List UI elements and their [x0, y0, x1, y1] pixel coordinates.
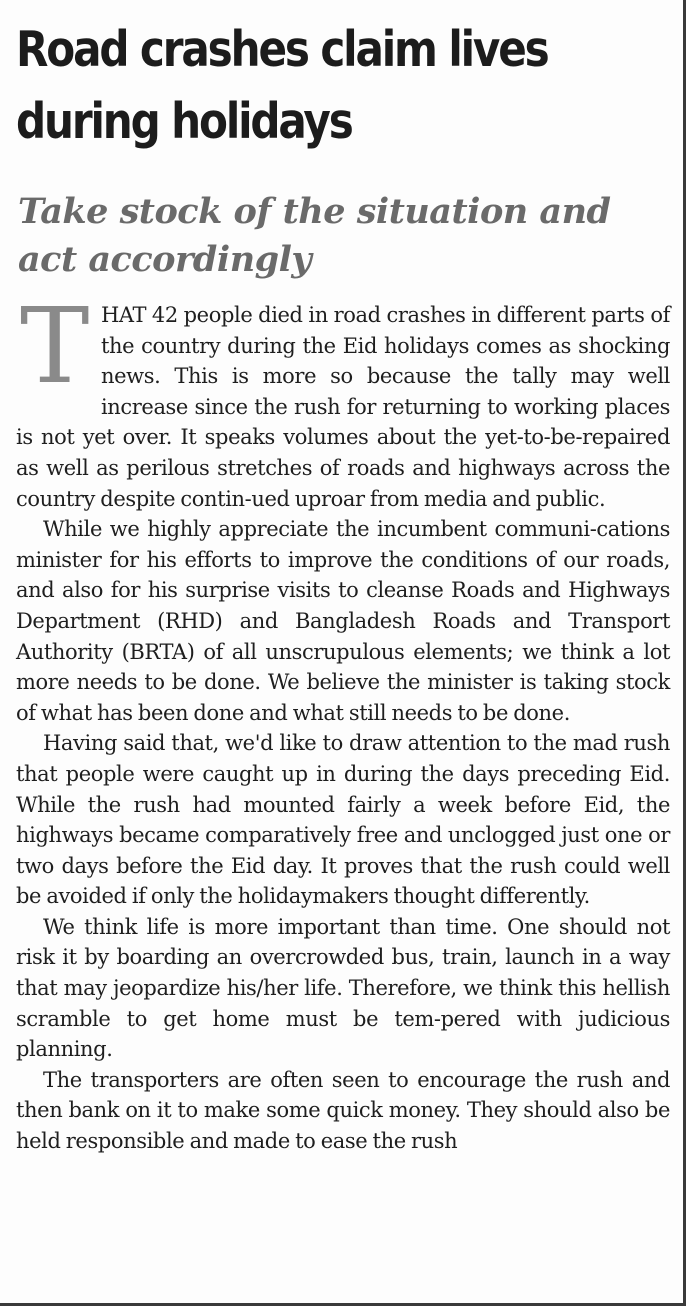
headline: Road crashes claim lives during holidays — [16, 21, 548, 150]
paragraph-5: The transporters are often seen to encourage the rush and then bank on it to make some quick money. They should also be held responsible and made to ease the rush — [16, 1067, 670, 1154]
subheadline: Take stock of the situation and act accordingly — [18, 191, 611, 280]
paragraph-1 — [16, 285, 670, 514]
article-body — [16, 285, 670, 1157]
paragraph-3: Having said that, we'd like to draw attention to the mad rush that people were caught up in during the days preceding Eid. While the rush had mounted fairly a week before Eid, the highways became comparatively free and unclogged just one or two days before the Eid day. It proves that the rush could well be avoided if only the holidaymakers thought differently. — [16, 731, 670, 909]
drop-cap: T — [20, 285, 89, 407]
paragraph-4: We think life is more important than time. One should not risk it by boarding an overcrowded bus, train, launch in a way that may jeopardize his/her life. Therefore, we think this hellish scramble to get home must be tem-pered with judicious planning. — [16, 914, 670, 1062]
paragraph-2: While we highly appreciate the incumbent communi-cations minister for his efforts to improve the conditions of our roads, and also for his surprise visits to cleanse Roads and Highways Department (RHD) and Bangladesh Roads and Transport Authority (BRTA) of all unscrupulous elements; we think a lot more needs to be done. We believe the minister is taking stock of what has been done and what still needs to be done. — [16, 517, 670, 725]
paragraph-1-text: HAT 42 people died in road crashes in different parts of the country during the Eid holidays comes as shocking news. This is more so because the tally may well increase since the rush for returning to working places is not yet over. It speaks volumes about the yet-to-be-repaired as well as perilous stretches of roads and highways across the country despite contin-ued uproar from media and public. — [16, 303, 670, 511]
